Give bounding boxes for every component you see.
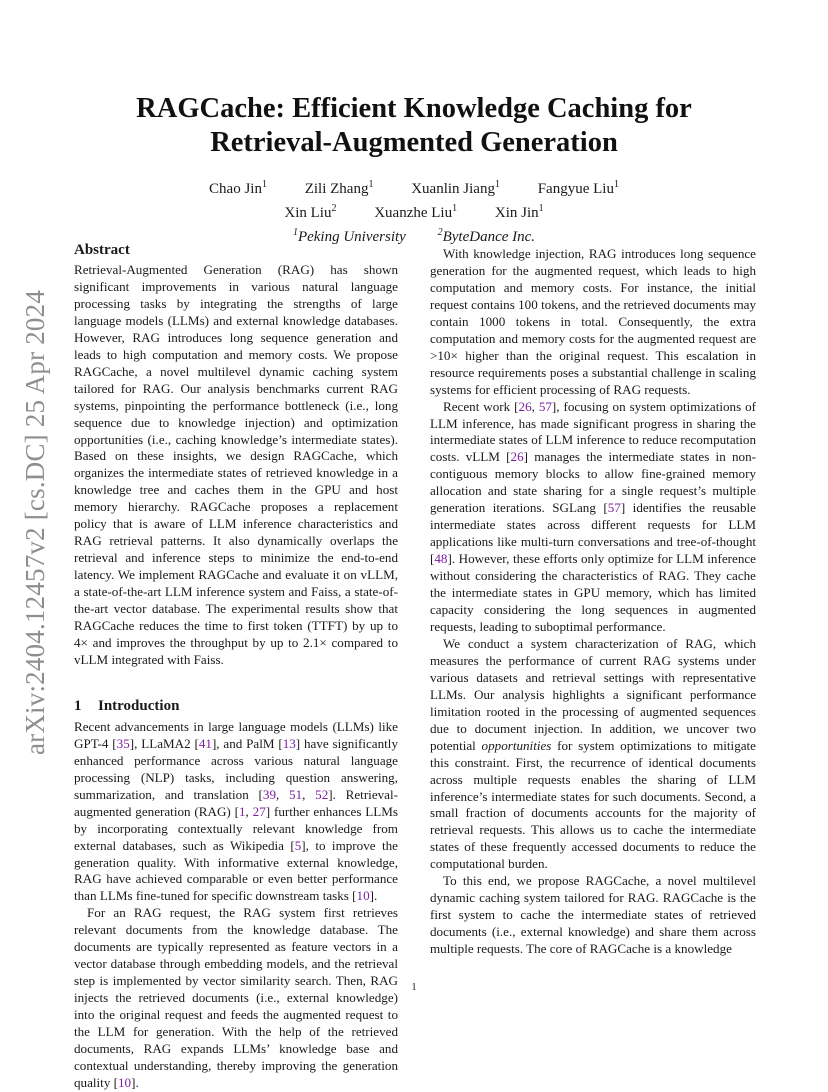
title-line-2: Retrieval-Augmented Generation [210, 127, 618, 158]
section-heading-introduction [74, 697, 398, 715]
citation-link[interactable]: 5 [294, 837, 302, 853]
citation-link[interactable]: 57 [607, 500, 621, 516]
intro-paragraph-1: Recent advancements in large language models (LLMs) like GPT-4 [35], LLaMA2 [41], and PalM [13] have significantly enhanced performance across various natural language processing (NLP) tasks, including question answering, summarization, and translation [39, 51, 52]. Retrieval-augmented generation (RAG) [1, 27] further enhances LLMs by incorporating contextually relevant knowledge from external databases, such as Wikipedia [5], to improve the generation quality. With informative external knowledge, RAG have achieved comparable or even better performance than LLMs fine-tuned for specific downstream tasks [10]. [74, 718, 398, 904]
arxiv-identifier-text: arXiv:2404.12457v2 [cs.DC] 25 Apr 2024 [20, 289, 51, 755]
citation-link[interactable]: 26 [510, 449, 524, 465]
paper-title [100, 92, 728, 160]
intro-paragraph-5: We conduct a system characterization of RAG, which measures the performance of current RAG systems under various datasets and retrieval settings with representative LLMs. Our analysis highlights a significant performance limitation rooted in the processing of augmented sequences due to document injection. In addition, we uncover two potential opportunities for system optimizations to mitigate this constraint. First, the recurrence of identical documents across multiple requests enables the sharing of LLM inference’s intermediate states for such documents. Second, a small fraction of documents accounts for the majority of retrieval requests. This allows us to cache the intermediate states of these frequently accessed documents to reduce the computational burden. [430, 635, 756, 872]
citation-link[interactable]: 10 [356, 888, 370, 904]
author-row-2 [100, 199, 728, 223]
citation-link[interactable]: 13 [282, 735, 296, 751]
intro-paragraph-4: Recent work [26, 57], focusing on system optimizations of LLM inference, has made significant progress in sharing the intermediate states of LLM inference to reduce recomputation costs. vLLM [26] manages the intermediate states in non-contiguous memory blocks to allow fine-grained memory allocation and state sharing for a single request’s multiple generation iterations. SGLang [57] identifies the reusable intermediate states across different requests for LLM applications like multi-turn conversations and tree-of-thought [48]. However, these efforts only optimize for LLM inference without considering the characteristics of RAG. They cache the intermediate states in GPU memory, which has limited capacity considering the long sequences in augmented requests, leading to suboptimal performance. [430, 398, 757, 634]
intro-paragraph-3: With knowledge injection, RAG introduces long sequence generation for the augmented request, which leads to high computation and memory costs. For instance, the initial request contains 100 tokens, and the retrieved documents may contain 1000 tokens in total. Consequently, the extra computation and memory costs for the augmented request are >10× higher than the original request. This escalation in resource requirements poses a substantial challenge in scaling systems for efficient processing of RAG requests. [430, 246, 756, 397]
author: Chao Jin$^1$ [209, 179, 267, 197]
emphasis-text: opportunities [481, 737, 552, 753]
intro-paragraph-6: To this end, we propose RAGCache, a novel multilevel dynamic caching system tailored for RAG. RAGCache is the first system to cache the intermediate states of retrieved documents (i.e., external knowledge) and share them across multiple requests. The core of RAGCache is a knowledge [430, 873, 756, 957]
abstract-heading: Abstract [74, 242, 130, 258]
intro-paragraph-2: For an RAG request, the RAG system first retrieves relevant documents from the knowledge database. The documents are typically represented as feature vectors in a vector database through embedding models, and the retrieval step is implemented by vector similarity search. Then, RAG injects the retrieved documents (i.e., external knowledge) into the original request and feeds the augmented request to the LLM for generation. With the help of the retrieved documents, RAG expands LLMs’ knowledge base and contextual understanding, thereby improving the generation quality [10]. [74, 905, 398, 1090]
citation-link[interactable]: 27 [252, 803, 266, 819]
author: Xuanzhe Liu$^1$ [374, 203, 458, 221]
citation-link[interactable]: 41 [198, 735, 212, 751]
citation-link[interactable]: 35 [116, 735, 130, 751]
left-column [74, 241, 398, 1092]
affiliation: $^2$ByteDance Inc. [437, 227, 536, 245]
page-number: 1 [411, 982, 417, 993]
author: Fangyue Liu$^1$ [537, 179, 619, 197]
citation-link[interactable]: 39 [262, 786, 276, 802]
affiliation: $^1$Peking University [292, 227, 406, 245]
author-row-1 [100, 175, 728, 199]
citation-link[interactable]: 51 [289, 786, 303, 802]
citation-link[interactable]: 52 [315, 786, 329, 802]
author: Xin Liu$^2$ [284, 203, 337, 221]
citation-link[interactable]: 26 [518, 398, 532, 414]
right-column [430, 246, 756, 958]
citation-link[interactable]: 57 [538, 398, 552, 414]
citation-link[interactable]: 48 [434, 551, 448, 567]
author: Xin Jin$^1$ [494, 203, 544, 221]
section-number: 1 [74, 697, 82, 714]
author: Xuanlin Jiang$^1$ [411, 179, 500, 197]
arxiv-identifier [21, 286, 51, 758]
author-block [100, 175, 728, 247]
abstract-text: Retrieval-Augmented Generation (RAG) has shown significant improvements in various natural language processing tasks by integrating the strengths of large language models (LLMs) and external knowledge databases. However, RAG introduces long sequence generation and leads to high computation and memory costs. We propose RAGCache, a novel multilevel dynamic caching system tailored for RAG. Our analysis benchmarks current RAG systems, pinpointing the performance bottleneck (i.e., long sequence due to knowledge injection) and optimization opportunities (i.e., caching knowledge’s intermediate states). Based on these insights, we design RAGCache, which organizes the intermediate states of retrieved knowledge in a knowledge tree and caches them in the GPU and host memory hierarchy. RAGCache proposes a replacement policy that is aware of LLM inference characteristics and RAG retrieval patterns. It also dynamically overlaps the retrieval and inference steps to minimize the end-to-end latency. We implement RAGCache and evaluate it on vLLM, a state-of-the-art LLM inference system and Faiss, a state-of-the-art vector database. The experimental results show that RAGCache reduces the time to first token (TTFT) by up to 4× and improves the throughput by up to 2.1× compared to vLLM integrated with Faiss. [74, 262, 398, 667]
author: Zili Zhang$^1$ [304, 179, 374, 197]
section-title: Introduction [98, 697, 180, 714]
citation-link[interactable]: 10 [118, 1074, 132, 1090]
citation-link[interactable]: 1 [238, 803, 246, 819]
title-line-1: RAGCache: Efficient Knowledge Caching for [136, 93, 692, 124]
